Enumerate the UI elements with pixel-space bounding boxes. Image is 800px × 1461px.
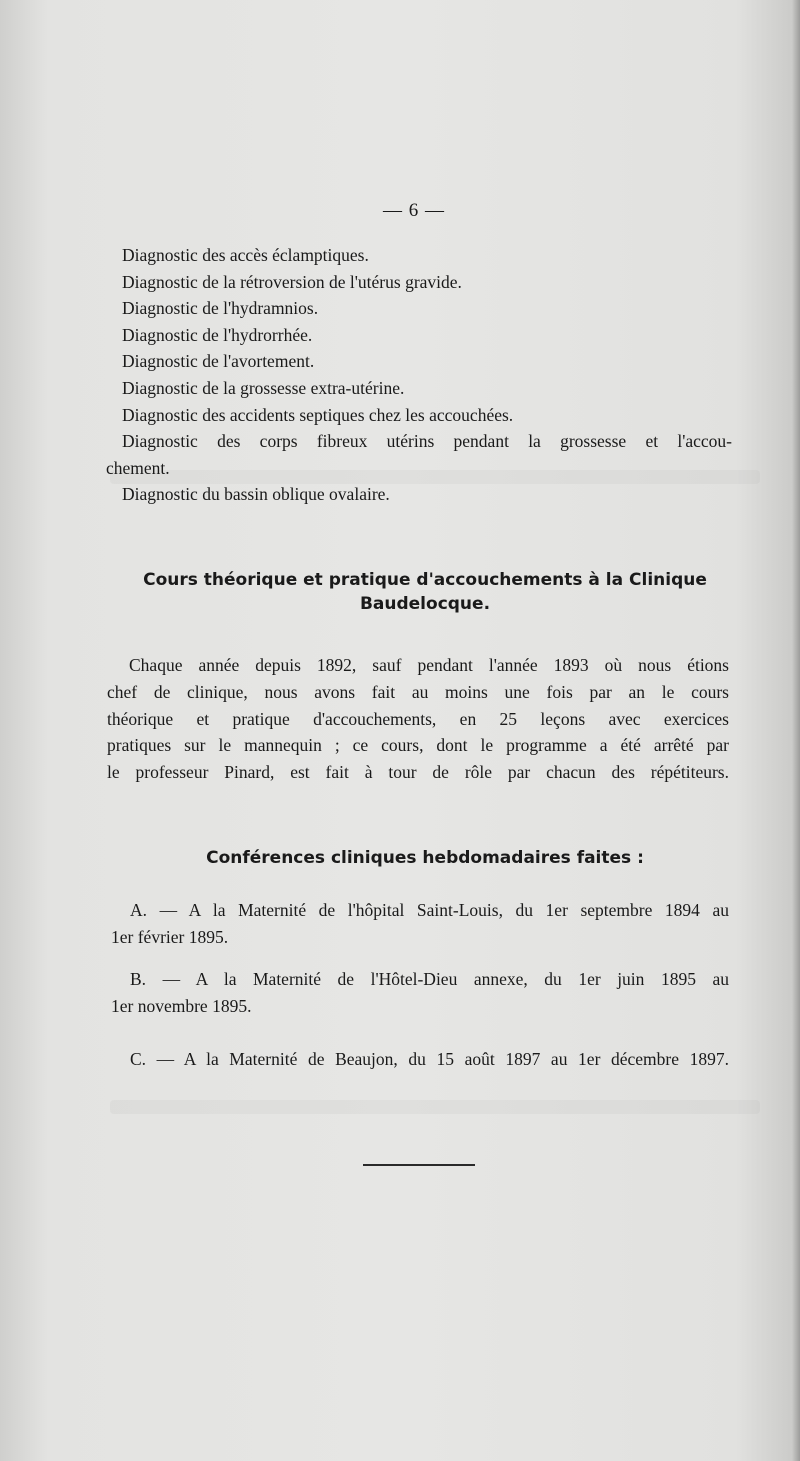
entry-line: B. — A la Maternité de l'Hôtel-Dieu annexe, du 1er juin 1895 au (130, 969, 729, 989)
heading-line: Baudelocque. (359, 594, 491, 614)
conference-entry-c (111, 1046, 729, 1073)
entry-line: C. — A la Maternité de Beaujon, du 15 août 1897 au 1er décembre 1897. (130, 1049, 729, 1069)
section-heading-conferences: Conférences cliniques hebdomadaires faites : (206, 848, 644, 868)
entry-line: A. — A la Maternité de l'hôpital Saint-Louis, du 1er septembre 1894 au (130, 900, 729, 920)
diagnostic-item: Diagnostic de l'avortement. (122, 351, 315, 372)
closing-rule (363, 1164, 475, 1166)
diagnostic-item: Diagnostic des corps fibreux utérins pendant la grossesse et l'accou- (122, 431, 732, 452)
diagnostic-item: Diagnostic des accidents septiques chez les accouchées. (122, 404, 514, 425)
heading-line: Cours théorique et pratique d'accouchements à la Clinique (143, 570, 707, 590)
paragraph-line: chef de clinique, nous avons fait au moins une fois par an le cours (107, 681, 729, 702)
page-number: — 6 — (383, 200, 445, 221)
conference-entry-a (111, 897, 729, 951)
diagnostic-item-continuation: chement. (106, 457, 170, 478)
diagnostic-item: Diagnostic de la rétroversion de l'utérus gravide. (122, 271, 462, 292)
paragraph-line: théorique et pratique d'accouchements, en 25 leçons avec exercices (107, 708, 729, 729)
diagnostic-item: Diagnostic des accès éclamptiques. (122, 245, 369, 265)
paragraph-line: pratiques sur le mannequin ; ce cours, dont le programme a été arrêté par (107, 735, 729, 756)
cours-paragraph (107, 652, 729, 786)
diagnostic-item: Diagnostic de l'hydrorrhée. (122, 324, 313, 345)
bleed-through-shadow (110, 1100, 760, 1114)
entry-line: 1er novembre 1895. (111, 995, 252, 1016)
conference-entry-b (111, 966, 729, 1020)
diagnostic-item: Diagnostic de l'hydramnios. (122, 298, 319, 319)
diagnostic-item: Diagnostic de la grossesse extra-utérine. (122, 377, 405, 398)
diagnostic-list (106, 242, 732, 508)
paragraph-line: le professeur Pinard, est fait à tour de rôle par chacun des répétiteurs. (107, 762, 729, 783)
paragraph-line: Chaque année depuis 1892, sauf pendant l'année 1893 où nous étions (129, 655, 729, 675)
section-heading-cours (100, 568, 750, 616)
entry-line: 1er février 1895. (111, 926, 229, 947)
diagnostic-item: Diagnostic du bassin oblique ovalaire. (122, 484, 390, 505)
